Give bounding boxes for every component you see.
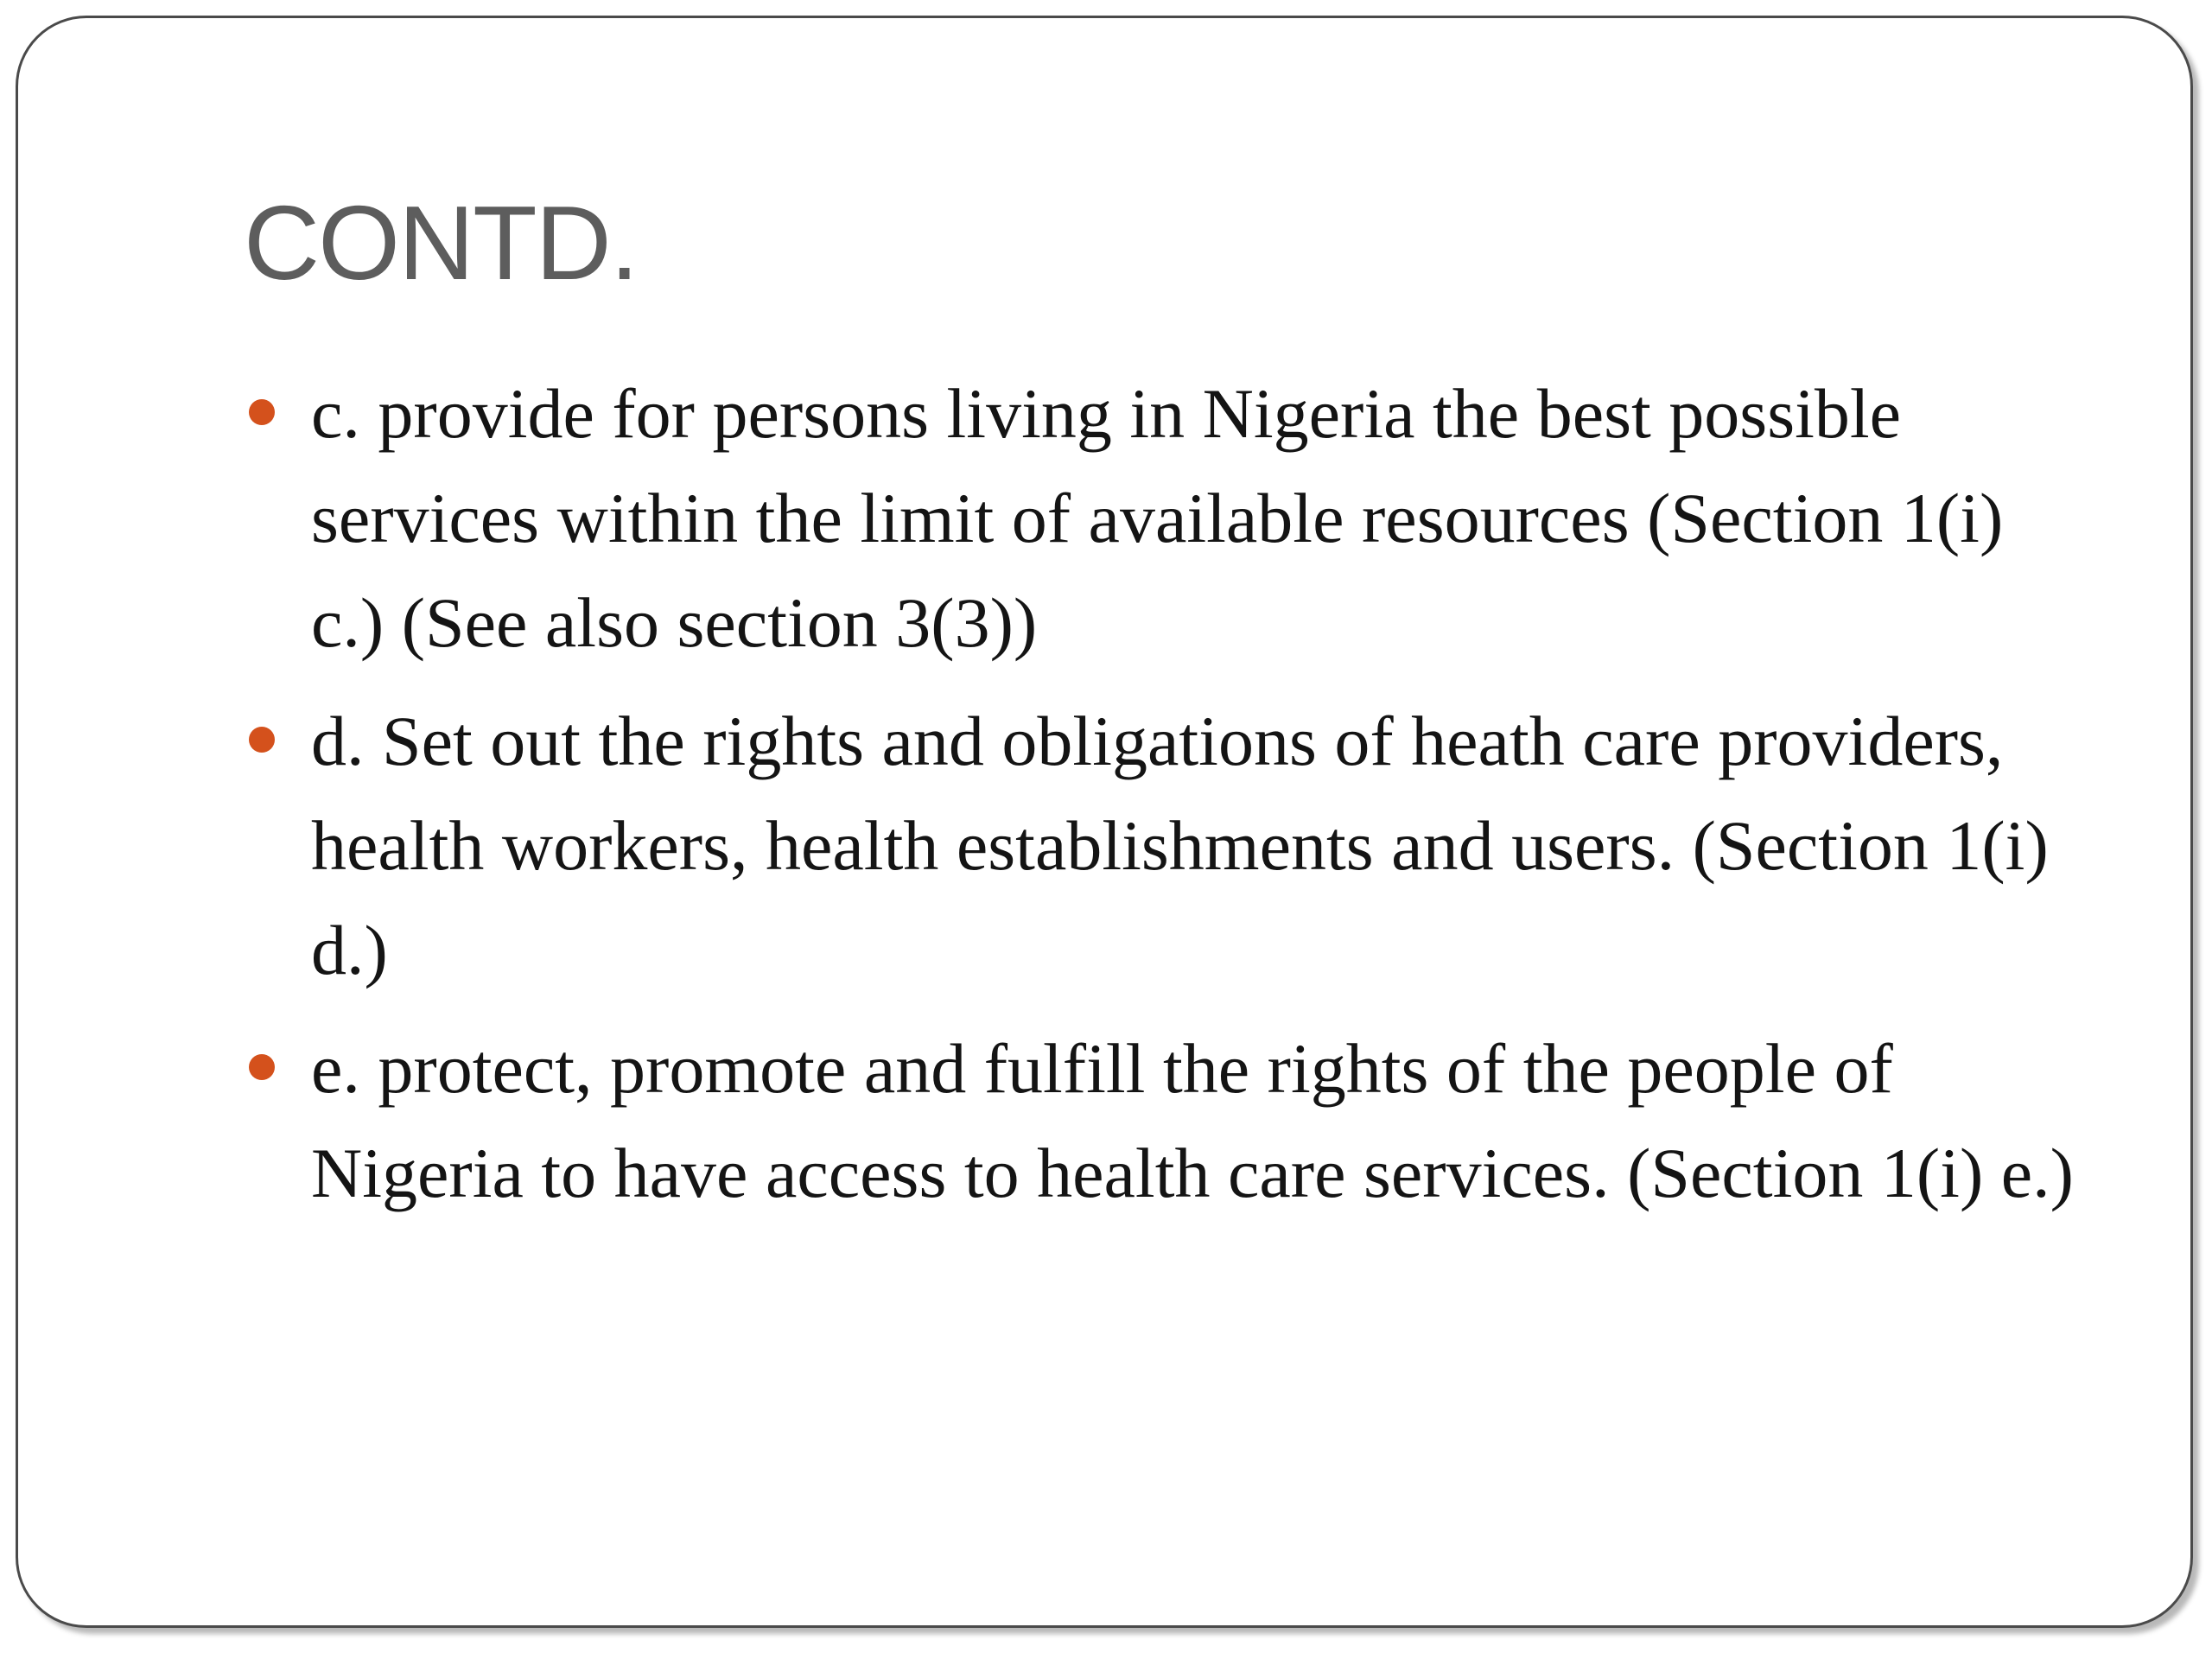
bullet-text: e. protect, promote and fulfill the rights of the people of Nigeria to have access to health care services. (Section 1(i) e.) <box>311 1029 2074 1212</box>
bullet-dot-icon <box>249 727 275 753</box>
bullet-list <box>244 361 2093 1239</box>
slide-title: CONTD. <box>244 184 638 302</box>
bullet-item <box>244 361 2093 675</box>
bullet-item <box>244 689 2093 1002</box>
bullet-dot-icon <box>249 399 275 425</box>
bullet-text: c. provide for persons living in Nigeria the best possible services within the limit of available resources (Section 1(i) c.) (See also section 3(3)) <box>311 374 2004 662</box>
bullet-dot-icon <box>249 1054 275 1080</box>
bullet-item <box>244 1016 2093 1225</box>
bullet-text: d. Set out the rights and obligations of heath care providers, health workers, health establishments and users. (Section 1(i) d.) <box>311 702 2049 989</box>
